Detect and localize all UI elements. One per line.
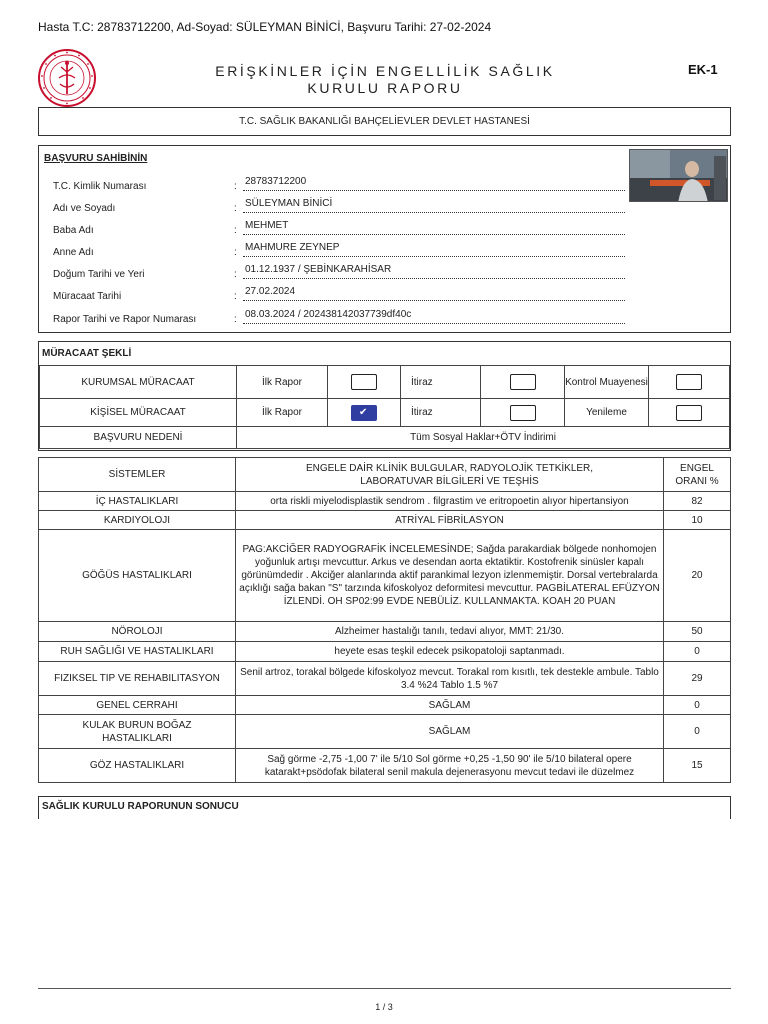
ministry-of-health-seal-icon (37, 48, 97, 108)
field-label: Rapor Tarihi ve Rapor Numarası (53, 314, 197, 325)
field-baba-adi (39, 219, 629, 239)
patient-info-line: Hasta T.C: 28783712200, Ad-Soyad: SÜLEYMAN BİNİCİ, Başvuru Tarihi: 27-02-2024 (38, 20, 492, 34)
field-value: 28783712200 (243, 175, 625, 191)
system-name: İÇ HASTALIKLARI (39, 492, 236, 511)
system-rate: 29 (664, 662, 731, 696)
field-label: Müracaat Tarihi (53, 291, 122, 302)
applicant-photo (629, 149, 728, 202)
report-title (170, 63, 600, 97)
checkbox-cell (649, 366, 730, 399)
table-row (39, 749, 731, 783)
table-row (39, 715, 731, 749)
checkbox-yenileme[interactable] (676, 405, 702, 421)
reason-label: BAŞVURU NEDENİ (40, 427, 237, 449)
table-row (39, 530, 731, 622)
page-number: 1 / 3 (375, 1002, 393, 1012)
option-label: Yenileme (565, 399, 649, 427)
field-colon: : (234, 203, 237, 214)
field-label: Doğum Tarihi ve Yeri (53, 269, 145, 280)
checkbox-cell (649, 399, 730, 427)
system-name: KULAK BURUN BOĞAZ HASTALIKLARI (39, 715, 236, 749)
report-title-line1: ERİŞKİNLER İÇİN ENGELLİLİK SAĞLIK (215, 63, 555, 79)
checkbox-cell (328, 366, 401, 399)
form-code: EK-1 (688, 62, 718, 77)
result-section-title: SAĞLIK KURULU RAPORUNUN SONUCU (38, 796, 731, 819)
application-row-kisisel (40, 399, 730, 427)
system-name: GÖĞÜS HASTALIKLARI (39, 530, 236, 622)
system-rate: 10 (664, 511, 731, 530)
field-colon: : (234, 269, 237, 280)
table-row (39, 642, 731, 662)
application-section (38, 341, 731, 451)
field-colon: : (234, 291, 237, 302)
field-dogum (39, 263, 629, 283)
report-title-line2: KURULU RAPORU (307, 80, 463, 96)
applicant-section (38, 145, 731, 333)
system-rate: 0 (664, 642, 731, 662)
system-name: FIZIKSEL TIP VE REHABILITASYON (39, 662, 236, 696)
system-rate: 82 (664, 492, 731, 511)
field-label: Baba Adı (53, 225, 94, 236)
system-findings: Sağ görme -2,75 -1,00 7' ile 5/10 Sol görme +0,25 -1,50 90' ile 5/10 bilateral opere katarakt+psödofak bilateral senil makula dejenerasyonu mevcut tedavi ile düzelmez (236, 749, 664, 783)
field-anne-adi (39, 241, 629, 261)
field-rapor (39, 308, 629, 328)
field-value: MEHMET (243, 219, 625, 235)
system-rate: 15 (664, 749, 731, 783)
system-findings: SAĞLAM (236, 696, 664, 715)
systems-table (38, 457, 731, 783)
application-type: KURUMSAL MÜRACAAT (40, 366, 237, 399)
system-name: GÖZ HASTALIKLARI (39, 749, 236, 783)
field-value: SÜLEYMAN BİNİCİ (243, 197, 625, 213)
table-row (39, 622, 731, 642)
field-value: 08.03.2024 / 202438142037739df40c (243, 308, 625, 324)
field-colon: : (234, 247, 237, 258)
application-type: KİŞİSEL MÜRACAAT (40, 399, 237, 427)
system-findings: SAĞLAM (236, 715, 664, 749)
field-value: MAHMURE ZEYNEP (243, 241, 625, 257)
header-findings: ENGELE DAİR KLİNİK BULGULAR, RADYOLOJİK TETKİKLER, LABORATUVAR BİLGİLERİ VE TEŞHİS (236, 458, 664, 492)
system-findings: heyete esas teşkil edecek psikopatoloji saptanmadı. (236, 642, 664, 662)
field-colon: : (234, 181, 237, 192)
option-label: İtiraz (401, 366, 481, 399)
field-ad-soyad (39, 197, 629, 217)
table-row (39, 662, 731, 696)
checkbox-itiraz-kurumsal[interactable] (510, 374, 536, 390)
system-name: NÖROLOJI (39, 622, 236, 642)
system-findings: orta riskli miyelodisplastik sendrom . filgrastim ve eritropoetin alıyor hipertansiyon (236, 492, 664, 511)
field-label: Anne Adı (53, 247, 94, 258)
field-value: 01.12.1937 / ŞEBİNKARAHİSAR (243, 263, 625, 279)
header-rate: ENGEL ORANI % (664, 458, 731, 492)
system-findings: PAG:AKCİĞER RADYOGRAFİK İNCELEMESİNDE; Sağda parakardiak bölgede nonhomojen yoğunluk artışı mevcuttur. Arkus ve desendan aorta ektatiktir. Kostofrenik sinüsler kapalı görünümdedir . Akciğer alanlarında aktif parankimal lezyon izlenmemiştir. Dorsal vertebralarda açıklığı sağa bakan "S" tarzında kifoskolyoz deformitesi mevcuttur. PAGBİLATERAL EFÜZYON İZLENDİ. OH SP02:99 EVDE NEBÜLİZ. KULLANMAKTA. KOAH 20 PUAN (236, 530, 664, 622)
table-row (39, 511, 731, 530)
field-muracaat-tarihi (39, 285, 629, 305)
checkbox-kontrol[interactable] (676, 374, 702, 390)
system-rate: 50 (664, 622, 731, 642)
application-table (39, 365, 730, 449)
option-label: İlk Rapor (237, 399, 328, 427)
field-label: Adı ve Soyadı (53, 203, 116, 214)
system-rate: 0 (664, 715, 731, 749)
systems-header-row (39, 458, 731, 492)
system-name: RUH SAĞLIĞI VE HASTALIKLARI (39, 642, 236, 662)
field-colon: : (234, 314, 237, 325)
header-system: SİSTEMLER (39, 458, 236, 492)
field-value: 27.02.2024 (243, 285, 625, 301)
system-findings: Alzheimer hastalığı tanılı, tedavi alıyor, MMT: 21/30. (236, 622, 664, 642)
system-findings: Senil artroz, torakal bölgede kifoskolyoz mevcut. Torakal rom kısıtlı, tek destekle ambule. Tablo 3.4 %24 Tablo 1.5 %7 (236, 662, 664, 696)
option-label: Kontrol Muayenesi (565, 366, 649, 399)
reason-value: Tüm Sosyal Haklar+ÖTV İndirimi (237, 427, 730, 449)
system-name: GENEL CERRAHI (39, 696, 236, 715)
option-label: İlk Rapor (237, 366, 328, 399)
table-row (39, 696, 731, 715)
table-row (39, 492, 731, 511)
system-rate: 0 (664, 696, 731, 715)
checkbox-cell (481, 366, 565, 399)
field-tc-kimlik (39, 175, 629, 195)
system-name: KARDIYOLOJI (39, 511, 236, 530)
field-label: T.C. Kimlik Numarası (53, 181, 147, 192)
applicant-section-title: BAŞVURU SAHİBİNİN (44, 153, 148, 164)
system-rate: 20 (664, 530, 731, 622)
checkbox-cell (328, 399, 401, 427)
checkbox-itiraz-kisisel[interactable] (510, 405, 536, 421)
footer-divider (38, 988, 731, 989)
field-colon: : (234, 225, 237, 236)
checkbox-ilk-rapor-kurumsal[interactable] (351, 374, 377, 390)
checkbox-ilk-rapor-kisisel[interactable] (351, 405, 377, 421)
hospital-name: T.C. SAĞLIK BAKANLIĞI BAHÇELİEVLER DEVLET HASTANESİ (38, 107, 731, 136)
system-findings: ATRİYAL FİBRİLASYON (236, 511, 664, 530)
checkbox-cell (481, 399, 565, 427)
application-row-reason (40, 427, 730, 449)
application-section-title: MÜRACAAT ŞEKLİ (42, 348, 132, 359)
application-row-kurumsal (40, 366, 730, 399)
option-label: İtiraz (401, 399, 481, 427)
